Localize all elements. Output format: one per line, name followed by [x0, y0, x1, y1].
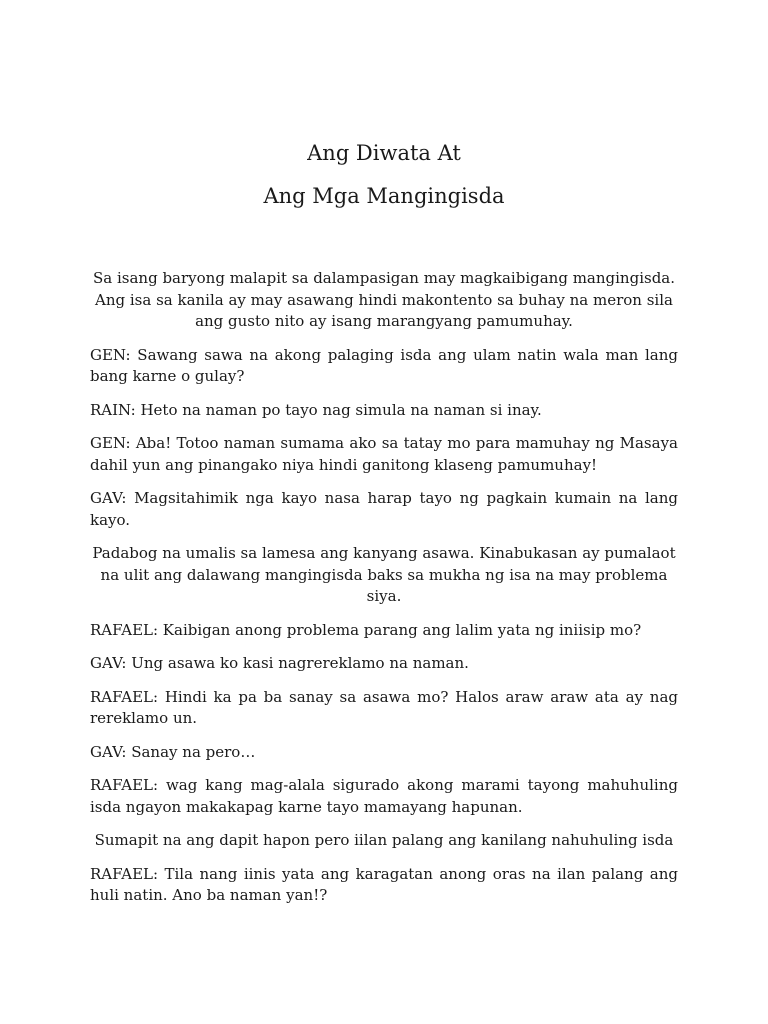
dialogue-line: RAFAEL: Hindi ka pa ba sanay sa asawa mo? Halos araw araw ata ay nag rereklamo un. [90, 687, 678, 727]
dialogue-line: GAV: Ung asawa ko kasi nagrereklamo na naman. [90, 654, 469, 672]
dialogue-line: RAIN: Heto na naman po tayo nag simula na naman si inay. [90, 400, 542, 419]
dialogue-line: GEN: Aba! Totoo naman sumama ako sa tatay mo para mamuhay ng Masaya dahil yun ang pinangako niya hindi ganitong klaseng pamumuhay! [90, 434, 678, 474]
title-line-1: Ang Diwata At [307, 141, 461, 165]
dialogue-line: GEN: Sawang sawa na akong palaging isda ang ulam natin wala man lang bang karne o gulay? [90, 345, 678, 385]
narration-paragraph: Padabog na umalis sa lamesa ang kanyang asawa. Kinabukasan ay pumalaot na ulit ang dalawang mangingisda baks sa mukha ng isa na may problema siya. [92, 544, 676, 605]
dialogue-line: RAFAEL: Tila nang iinis yata ang karagatan anong oras na ilan palang ang huli natin. Ano ba naman yan!? [90, 864, 678, 904]
title-line-2: Ang Mga Mangingisda [263, 184, 505, 208]
dialogue-line: GAV: Sanay na pero… [90, 742, 256, 761]
dialogue-line: RAFAEL: wag kang mag-alala sigurado akong marami tayong mahuhuling isda ngayon makakapag karne tayo mamayang hapunan. [90, 776, 678, 816]
narration-paragraph: Sa isang baryong malapit sa dalampasigan may magkaibigang mangingisda. Ang isa sa kanila ay may asawang hindi makontento sa buhay na meron sila ang gusto nito ay isang marangyang pamumuhay. [92, 269, 676, 330]
story-body [90, 268, 678, 919]
dialogue-line: RAFAEL: Kaibigan anong problema parang ang lalim yata ng iniisip mo? [90, 620, 642, 639]
narration-paragraph: Sumapit na ang dapit hapon pero iilan palang ang kanilang nahuhuling isda [94, 831, 674, 849]
dialogue-line: GAV: Magsitahimik nga kayo nasa harap tayo ng pagkain kumain na lang kayo. [90, 489, 678, 529]
